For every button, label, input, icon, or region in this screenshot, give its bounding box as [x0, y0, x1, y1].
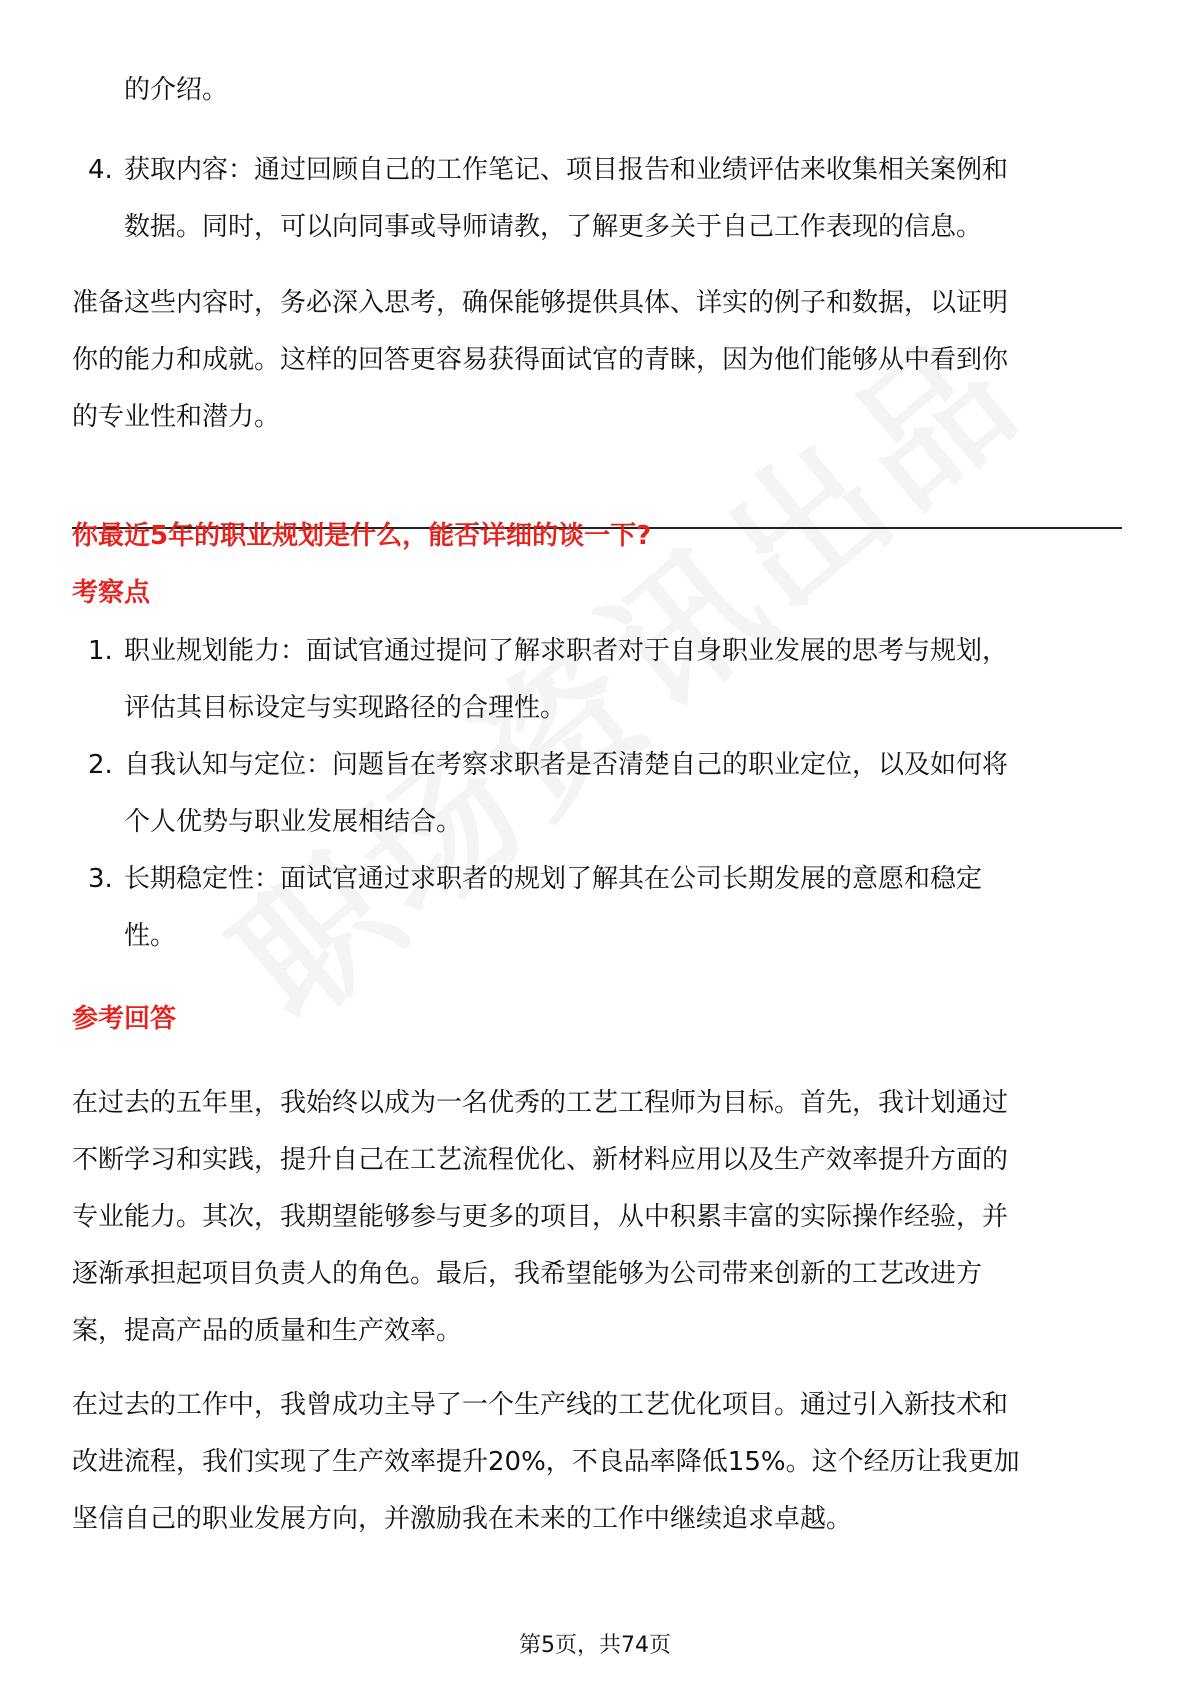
summary-line: 准备这些内容时，务必深入思考，确保能够提供具体、详实的例子和数据，以证明: [72, 288, 1009, 318]
answer-line: 案，提高产品的质量和生产效率。: [72, 1316, 463, 1346]
answer-paragraph-1: [72, 1075, 1122, 1360]
page-footer: 第5页，共74页: [519, 1633, 671, 1658]
list-text: [124, 142, 1124, 256]
answer-line: 在过去的工作中，我曾成功主导了一个生产线的工艺优化项目。通过引入新技术和: [72, 1390, 1009, 1420]
answer-line: 坚信自己的职业发展方向，并激励我在未来的工作中继续追求卓越。: [72, 1504, 853, 1534]
answer-heading: 参考回答: [72, 1004, 177, 1034]
answer-line: 专业能力。其次，我期望能够参与更多的项目，从中积累丰富的实际操作经验，并: [72, 1202, 1009, 1232]
list-text: [124, 851, 1124, 965]
list-number: 2.: [88, 750, 113, 780]
question-heading: 你最近5年的职业规划是什么，能否详细的谈一下?: [72, 521, 652, 551]
list-number: 4.: [88, 155, 113, 185]
list-text-line: 性。: [124, 921, 177, 951]
list-text-line: 个人优势与职业发展相结合。: [124, 807, 463, 837]
list-number: 1.: [88, 636, 113, 666]
summary-line: 的专业性和潜力。: [72, 402, 281, 432]
list-text-line: 获取内容：通过回顾自己的工作笔记、项目报告和业绩评估来收集相关案例和: [124, 155, 1009, 185]
answer-line: 不断学习和实践，提升自己在工艺流程优化、新材料应用以及生产效率提升方面的: [72, 1145, 1009, 1175]
answer-paragraph-2: [72, 1377, 1122, 1548]
answer-line: 逐渐承担起项目负责人的角色。最后，我希望能够为公司带来创新的工艺改进方: [72, 1259, 983, 1289]
list-text-line: 职业规划能力：面试官通过提问了解求职者对于自身职业发展的思考与规划，: [124, 636, 1009, 666]
exam-points-heading: 考察点: [72, 578, 151, 608]
list-number: 3.: [88, 864, 113, 894]
list-text: [124, 623, 1124, 737]
intro-tail: 的介绍。: [124, 75, 229, 105]
list-text-line: 自我认知与定位：问题旨在考察求职者是否清楚自己的职业定位，以及如何将: [124, 750, 1009, 780]
summary-paragraph: [72, 275, 1122, 446]
list-text: [124, 737, 1124, 851]
summary-line: 你的能力和成就。这样的回答更容易获得面试官的青睐，因为他们能够从中看到你: [72, 345, 1009, 375]
list-text-line: 长期稳定性：面试官通过求职者的规划了解其在公司长期发展的意愿和稳定: [124, 864, 983, 894]
list-text-line: 数据。同时，可以向同事或导师请教，了解更多关于自己工作表现的信息。: [124, 212, 983, 242]
answer-line: 在过去的五年里，我始终以成为一名优秀的工艺工程师为目标。首先，我计划通过: [72, 1088, 1009, 1118]
answer-line: 改进流程，我们实现了生产效率提升20%，不良品率降低15%。这个经历让我更加: [72, 1447, 1020, 1477]
list-text-line: 评估其目标设定与实现路径的合理性。: [124, 693, 567, 723]
